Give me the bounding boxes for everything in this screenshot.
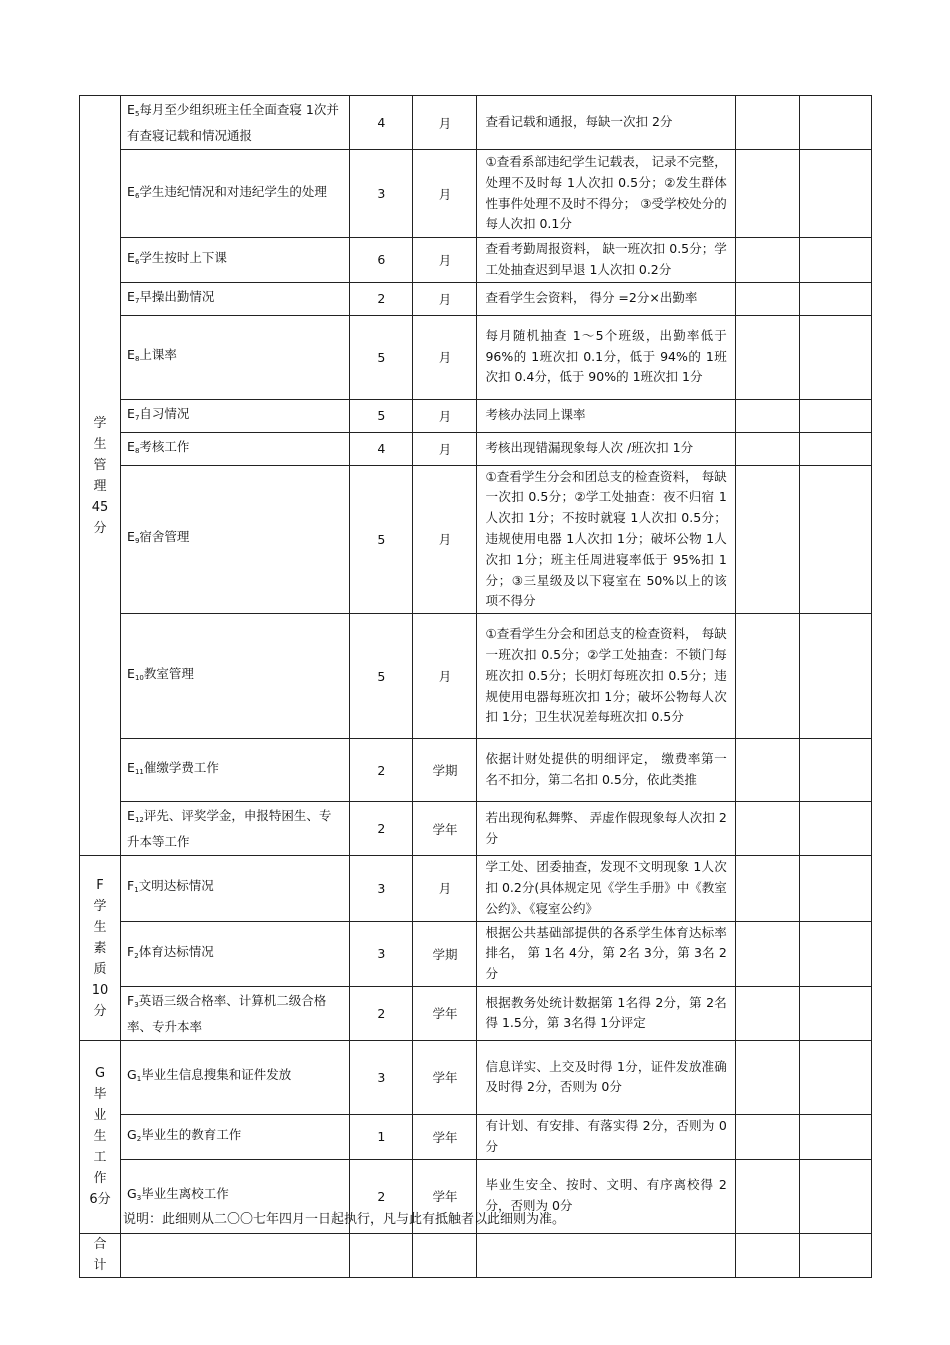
category-char: 生 [93,436,107,452]
period-cell: 学期 [413,921,477,986]
period-cell: 月 [413,150,477,238]
total-char: 合 [93,1237,107,1253]
item-code: F [127,878,135,894]
period-cell: 月 [413,238,477,283]
period-cell: 月 [413,614,477,739]
item-code: G [127,1186,137,1202]
period-cell: 学年 [413,1040,477,1114]
blank-cell [799,315,871,399]
category-char: F [96,877,104,893]
item-code-subscript: 1 [136,1075,142,1084]
category-char: 理 [93,478,107,494]
blank-cell [413,1233,477,1277]
blank-cell [799,921,871,986]
method-cell: 学工处、团委抽查，发现不文明现象 1人次扣 0.2分(具体规定见《学生手册》中《教室公约》、《寝室公约》 [477,856,735,921]
method-cell: 考核办法同上课率 [477,399,735,432]
item-text: 毕业生的教育工作 [141,1126,242,1142]
method-cell: 毕业生安全、按时、文明、有序离校得 2分，否则为 0分 [477,1159,735,1233]
score-cell: 5 [350,315,413,399]
blank-cell [735,465,799,614]
item-code-subscript: 6 [134,257,140,266]
blank-cell [799,1159,871,1233]
item-code-subscript: 11 [134,768,144,777]
period-cell: 月 [413,432,477,465]
item-code: F [127,943,135,959]
table-row [80,856,872,921]
category-char: 分 [93,520,107,536]
period-cell: 月 [413,399,477,432]
method-cell: ①查看学生分会和团总支的检查资料， 每缺一次扣 0.5分；②学工处抽查：夜不归宿 1人次扣 1分；不按时就寝 1人次扣 0.5分；违规使用电器 1人次扣 1分；破坏公物 1人次扣 1分；班主任周进寝率低于 95%扣 1分；③三星级及以下寝室在 50%以上的该项不得分 [477,465,735,614]
item-text: 评先、评奖学金，申报特困生、专升本等工作 [127,808,332,850]
table-row [80,432,872,465]
item-code: E [127,102,135,117]
table-row [80,614,872,739]
item-code-subscript: 2 [136,1134,142,1143]
score-cell: 3 [350,150,413,238]
period-cell: 月 [413,856,477,921]
category-cell-f [80,856,121,1041]
assessment-table [79,95,872,1278]
item-code: G [127,1126,137,1142]
item-text: 宿舍管理 [139,529,190,545]
period-cell: 学年 [413,1159,477,1233]
category-char: 业 [93,1108,107,1124]
footnote: 说明：此细则从二〇〇七年四月一日起执行，凡与此有抵触者以此细则为准。 [123,1212,566,1227]
score-cell: 2 [350,986,413,1040]
item-cell [121,856,350,921]
item-cell [121,315,350,399]
table-row [80,150,872,238]
blank-cell [735,739,799,802]
category-char: 生 [93,919,107,935]
table-row [80,1040,872,1114]
blank-cell [735,1040,799,1114]
item-text: 学生按时上下课 [139,249,227,265]
blank-cell [799,465,871,614]
item-text: 文明达标情况 [138,878,214,894]
score-cell: 3 [350,921,413,986]
method-cell: 根据公共基础部提供的各系学生体育达标率排名， 第 1名 4分，第 2名 3分，第 3名 2分 [477,921,735,986]
item-code: G [127,1067,137,1083]
score-cell: 3 [350,856,413,921]
item-code-subscript: 8 [134,446,140,455]
category-char: 学 [93,898,107,914]
item-code: E [127,438,135,454]
category-char: 素 [93,940,107,956]
item-text: 英语三级合格率、计算机二级合格率、专升本率 [127,992,327,1034]
table-row [80,315,872,399]
item-code: E [127,183,135,199]
blank-cell [799,802,871,856]
item-code-subscript: 1 [134,886,139,895]
item-code: E [127,529,135,545]
item-code-subscript: 2 [134,951,139,960]
period-cell: 学年 [413,802,477,856]
blank-cell [735,150,799,238]
blank-cell [121,1233,350,1277]
item-cell [121,921,350,986]
method-cell: 查看记载和通报，每缺一次扣 2分 [477,96,735,150]
category-char: 管 [93,457,107,473]
total-char: 计 [93,1258,107,1274]
item-code: E [127,288,135,304]
score-cell: 2 [350,802,413,856]
blank-cell [735,856,799,921]
item-text: 催缴学费工作 [143,760,219,776]
blank-cell [735,432,799,465]
score-cell: 5 [350,614,413,739]
blank-cell [735,921,799,986]
item-cell [121,432,350,465]
category-cell-e [80,96,121,856]
item-cell [121,802,350,856]
table-row [80,986,872,1040]
blank-cell [735,1233,799,1277]
blank-cell [735,315,799,399]
category-char: 10 [91,982,109,998]
blank-cell [799,238,871,283]
item-text: 每月至少组织班主任全面查寝 1次并有查寝记载和情况通报 [127,102,339,143]
blank-cell [799,986,871,1040]
blank-cell [799,1233,871,1277]
category-char: 作 [93,1171,107,1187]
blank-cell [735,399,799,432]
method-cell: 根据教务处统计数据第 1名得 2分，第 2名得 1.5分，第 3名得 1分评定 [477,986,735,1040]
item-code: E [127,347,135,363]
blank-cell [799,856,871,921]
score-cell: 3 [350,1040,413,1114]
item-code-subscript: 5 [134,110,140,118]
blank-cell [799,432,871,465]
table-row [80,802,872,856]
method-cell: ①查看学生分会和团总支的检查资料， 每缺一班次扣 0.5分；②学工处抽查：不锁门每班次扣 0.5分；长明灯每班次扣 0.5分；违规使用电器每班次扣 1分；破坏公物每人次扣 1分；卫生状况差每班次扣 0.5分 [477,614,735,739]
blank-cell [799,96,871,150]
blank-cell [799,150,871,238]
method-cell: 每月随机抽查 1～5个班级，出勤率低于 96%的 1班次扣 0.1分，低于 94%的 1班次扣 0.4分，低于 90%的 1班次扣 1分 [477,315,735,399]
item-code-subscript: 10 [134,674,144,683]
item-cell [121,986,350,1040]
table-row [80,921,872,986]
category-char: 6分 [89,1192,111,1208]
item-cell [121,150,350,238]
score-cell: 5 [350,465,413,614]
category-char: 学 [93,415,107,431]
item-code: E [127,808,135,824]
blank-cell [799,739,871,802]
score-cell: 6 [350,238,413,283]
item-code: F [127,992,135,1008]
blank-cell [735,1114,799,1159]
method-cell: 依据计财处提供的明细评定， 缴费率第一名不扣分，第二名扣 0.5分，依此类推 [477,739,735,802]
item-cell [121,1114,350,1159]
category-char: 45 [91,499,109,515]
item-cell [121,465,350,614]
blank-cell [799,614,871,739]
blank-cell [799,399,871,432]
table-row [80,238,872,283]
table-row [80,282,872,315]
blank-cell [799,282,871,315]
method-cell: 信息详实、上交及时得 1分，证件发放准确及时得 2分，否则为 0分 [477,1040,735,1114]
period-cell: 学年 [413,1114,477,1159]
blank-cell [735,986,799,1040]
blank-cell [799,1114,871,1159]
blank-cell [799,1040,871,1114]
category-char: 质 [93,961,107,977]
item-code: E [127,760,135,776]
score-cell: 5 [350,399,413,432]
category-char: 生 [93,1129,107,1145]
item-code-subscript: 12 [134,816,144,825]
total-row [80,1233,872,1277]
blank-cell [735,1159,799,1233]
item-text: 体育达标情况 [138,943,214,959]
item-code-subscript: 8 [134,355,140,364]
score-cell: 2 [350,1159,413,1233]
item-cell [121,399,350,432]
blank-cell [735,614,799,739]
item-code-subscript: 3 [134,1000,139,1009]
category-char: 工 [93,1150,107,1166]
item-code: E [127,405,135,421]
total-label-cell [80,1233,121,1277]
item-text: 早操出勤情况 [139,288,215,304]
period-cell: 月 [413,315,477,399]
item-cell [121,96,350,150]
item-code-subscript: 9 [134,537,140,546]
period-cell: 月 [413,282,477,315]
item-text: 自习情况 [139,405,190,421]
method-cell: 查看考勤周报资料， 缺一班次扣 0.5分；学工处抽查迟到早退 1人次扣 0.2分 [477,238,735,283]
category-char: 毕 [93,1087,107,1103]
item-text: 毕业生离校工作 [141,1186,229,1202]
score-cell: 4 [350,432,413,465]
method-cell: 查看学生会资料， 得分 =2分×出勤率 [477,282,735,315]
score-cell: 4 [350,96,413,150]
table-row [80,399,872,432]
blank-cell [735,802,799,856]
item-code: E [127,249,135,265]
item-text: 考核工作 [139,438,190,454]
category-char: G [94,1066,106,1082]
category-char: 分 [93,1003,107,1019]
item-code-subscript: 6 [134,191,140,200]
item-code-subscript: 7 [134,296,140,305]
table-row [80,1114,872,1159]
method-cell: 若出现徇私舞弊、 弄虚作假现象每人次扣 2分 [477,802,735,856]
period-cell: 月 [413,96,477,150]
score-cell: 2 [350,739,413,802]
score-cell: 2 [350,282,413,315]
method-cell: ①查看系部违纪学生记载表， 记录不完整，处理不及时每 1人次扣 0.5分；②发生群体性事件处理不及时不得分； ③受学校处分的每人次扣 0.1分 [477,150,735,238]
category-cell-g [80,1040,121,1233]
table-row [80,465,872,614]
item-code: E [127,666,135,682]
item-text: 学生违纪情况和对违纪学生的处理 [139,183,327,199]
item-text: 上课率 [139,347,177,363]
period-cell: 月 [413,465,477,614]
table-row [80,96,872,150]
item-cell [121,739,350,802]
item-cell [121,282,350,315]
score-cell: 1 [350,1114,413,1159]
period-cell: 学年 [413,986,477,1040]
blank-cell [735,282,799,315]
blank-cell [477,1233,735,1277]
method-cell: 有计划、有安排、有落实得 2分，否则为 0分 [477,1114,735,1159]
blank-cell [735,96,799,150]
method-cell: 考核出现错漏现象每人次 /班次扣 1分 [477,432,735,465]
blank-cell [735,238,799,283]
item-cell [121,238,350,283]
item-code-subscript: 3 [136,1194,142,1203]
blank-cell [350,1233,413,1277]
item-text: 教室管理 [143,666,194,682]
item-code-subscript: 7 [134,413,140,422]
item-cell [121,614,350,739]
table-row [80,739,872,802]
item-cell [121,1040,350,1114]
period-cell: 学期 [413,739,477,802]
item-text: 毕业生信息搜集和证件发放 [141,1067,292,1083]
